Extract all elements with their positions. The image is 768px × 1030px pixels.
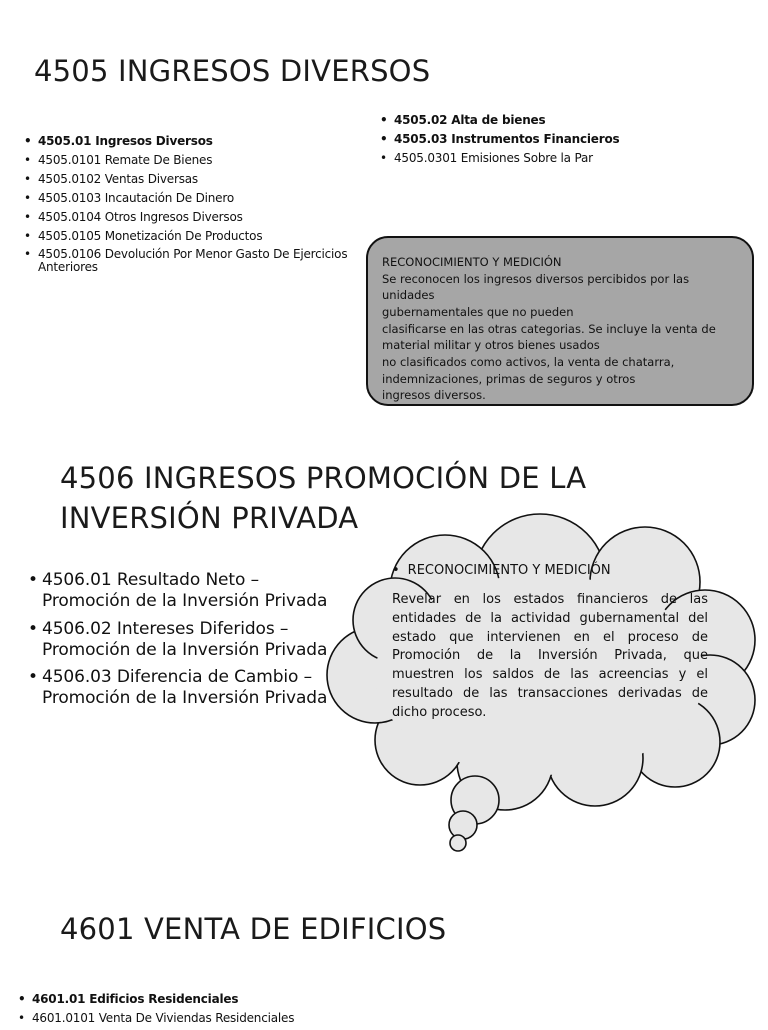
slide3-list	[18, 992, 518, 1030]
list-item: • 4505.03 Instrumentos Financieros	[380, 132, 750, 147]
recognition-line: Se reconocen los ingresos diversos percibidos por las unidades	[382, 271, 690, 303]
recognition-line: ingresos diversos.	[382, 388, 486, 403]
list-item: • 4601.01 Edificios Residenciales	[18, 992, 518, 1007]
recognition-line: material militar y otros bienes usados	[382, 338, 600, 353]
recognition-line: no clasificados como activos, la venta de chatarra,	[382, 355, 675, 370]
list-item: • 4505.0101 Remate De Bienes	[24, 153, 360, 168]
list-item: • 4505.0102 Ventas Diversas	[24, 172, 360, 187]
slide2-list	[28, 570, 338, 716]
slide1-left-list	[24, 134, 360, 277]
list-item: • 4506.01 Resultado Neto – Promoción de la Inversión Privada	[28, 570, 338, 613]
slide1-right-list	[380, 113, 750, 170]
slide2-title-line2: INVERSIÓN PRIVADA	[60, 501, 359, 535]
recognition-box	[366, 236, 754, 406]
recognition-line: gubernamentales que no pueden	[382, 305, 574, 320]
list-item: • 4506.03 Diferencia de Cambio – Promoción de la Inversión Privada	[28, 667, 338, 710]
list-item: • 4505.0106 Devolución Por Menor Gasto De Ejercicios Anteriores	[24, 248, 360, 273]
cloud-body: Revelar en los estados financieros de las entidades de la actividad gubernamental del estado que intervienen en el proceso de Promoción de la Inversión Privada, que muestren los saldos de las acreencias y el resultado de las transacciones derivadas de dicho proceso.	[392, 591, 708, 720]
cloud-heading: • RECONOCIMIENTO Y MEDICIÓN	[392, 562, 708, 581]
cloud-text	[392, 562, 708, 723]
recognition-line: indemnizaciones, primas de seguros y otros	[382, 371, 636, 386]
recognition-line: clasificarse en las otras categorias. Se incluye la venta de	[382, 321, 716, 336]
list-item: • 4505.0105 Monetización De Productos	[24, 229, 360, 244]
slide2-title-line1: 4506 INGRESOS PROMOCIÓN DE LA	[60, 461, 587, 495]
slide1-title: 4505 INGRESOS DIVERSOS	[34, 54, 431, 88]
list-item: • 4505.01 Ingresos Diversos	[24, 134, 360, 149]
recognition-heading: RECONOCIMIENTO Y MEDICIÓN	[382, 255, 562, 269]
list-item: • 4505.02 Alta de bienes	[380, 113, 750, 128]
list-item: • 4601.0101 Venta De Viviendas Residenciales	[18, 1011, 518, 1026]
list-item: • 4505.0104 Otros Ingresos Diversos	[24, 210, 360, 225]
list-item: • 4505.0103 Incautación De Dinero	[24, 191, 360, 206]
list-item: • 4506.02 Intereses Diferidos – Promoción de la Inversión Privada	[28, 619, 338, 662]
slide3-title: 4601 VENTA DE EDIFICIOS	[60, 912, 447, 946]
list-item: • 4505.0301 Emisiones Sobre la Par	[380, 151, 750, 166]
